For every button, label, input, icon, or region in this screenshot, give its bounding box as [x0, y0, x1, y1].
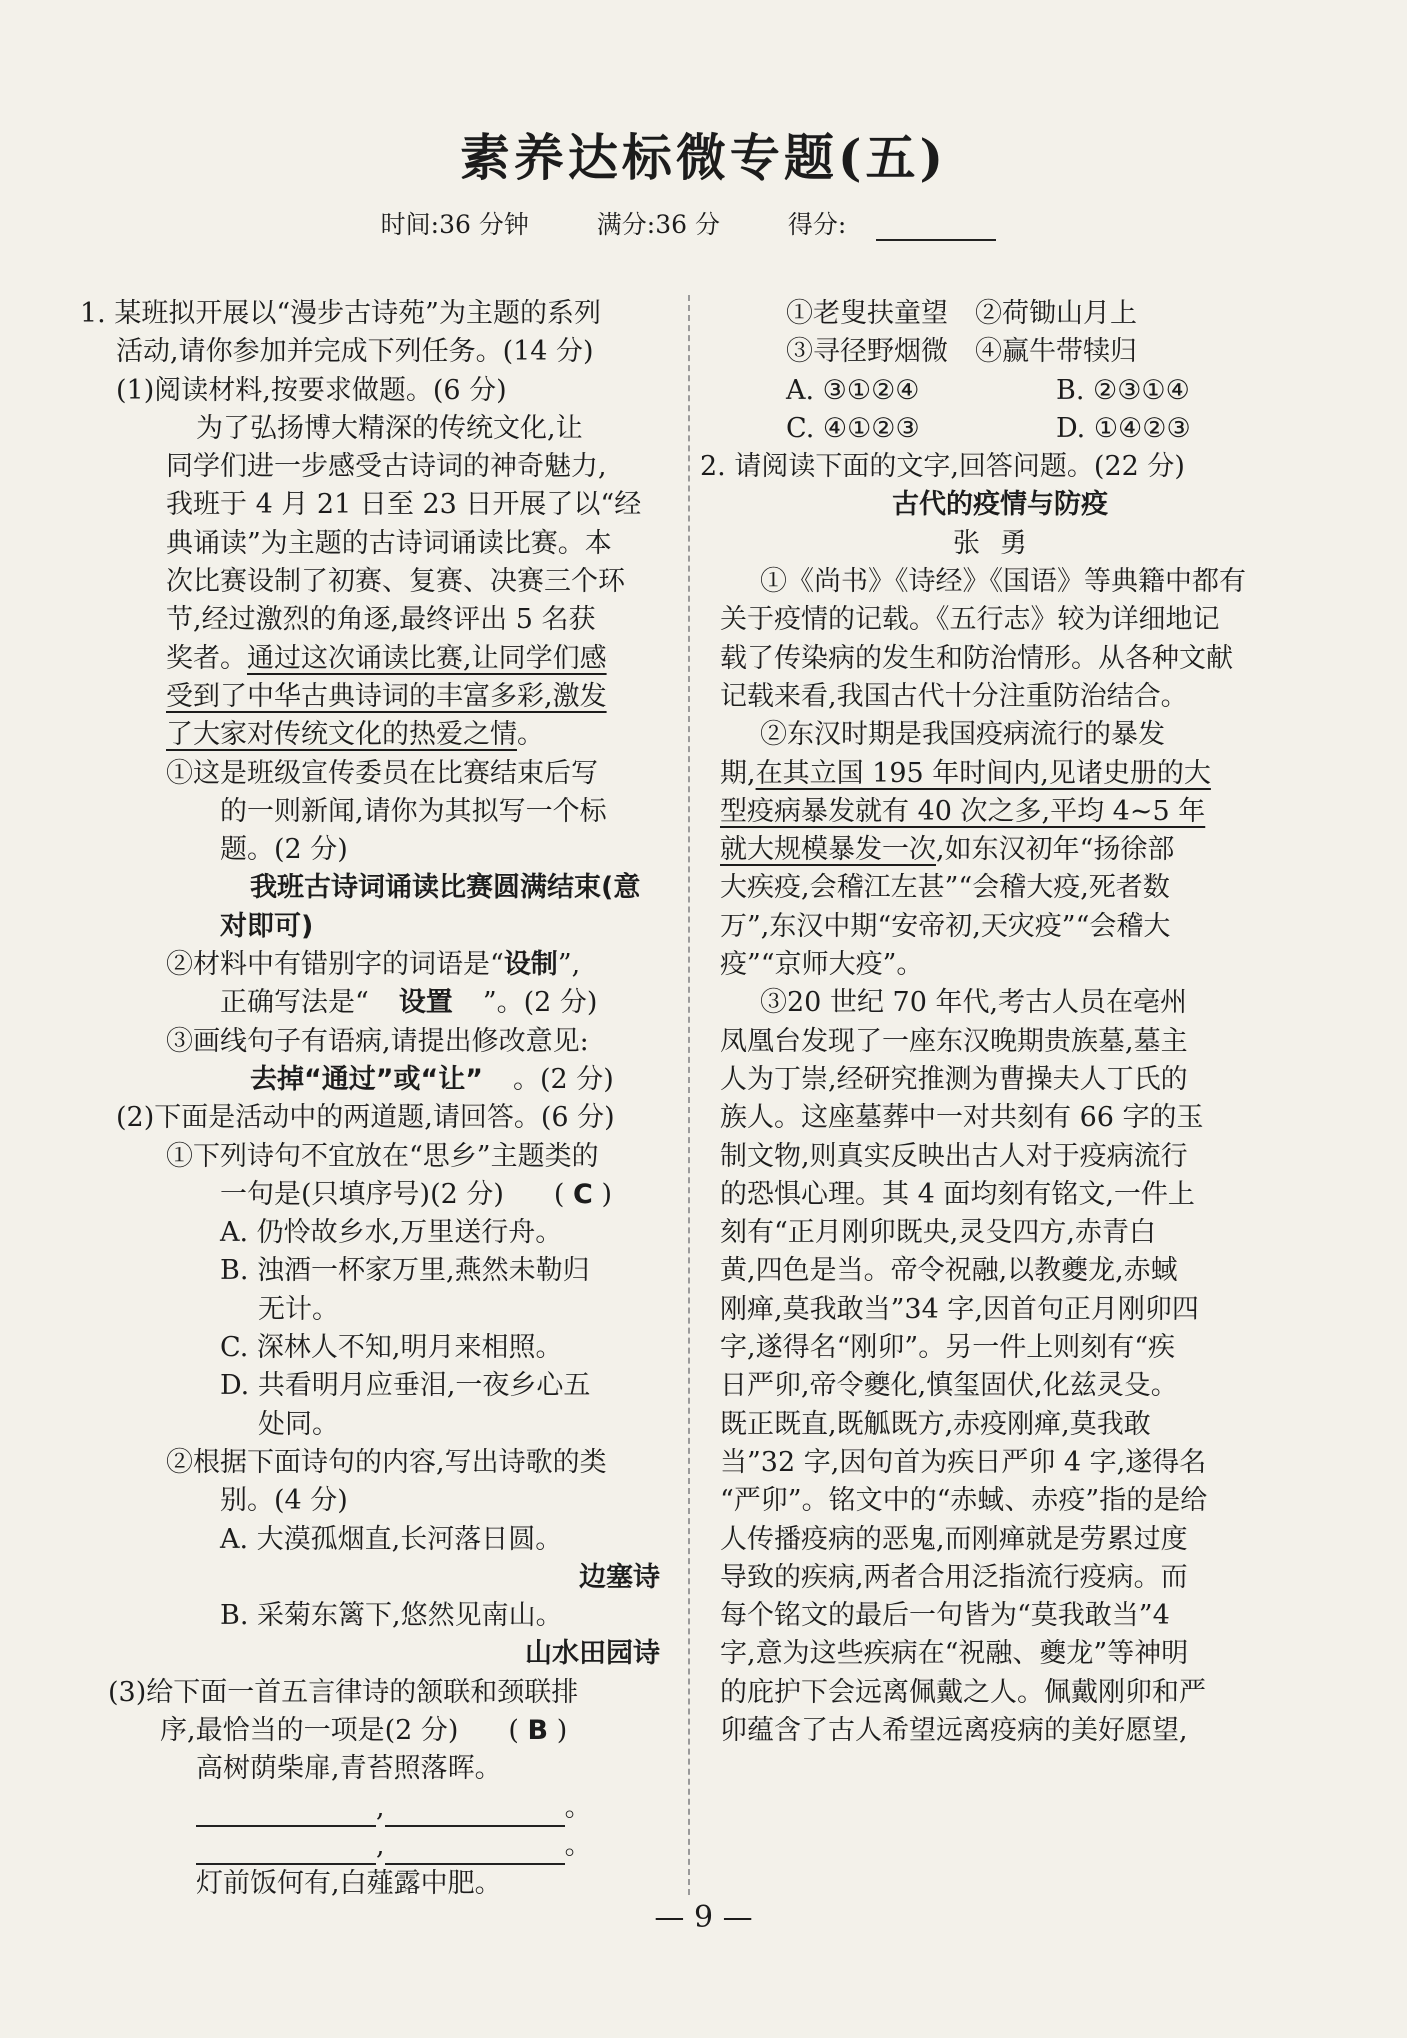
question-2: 2. 请阅读下面的文字,回答问题。(22 分) [700, 451, 1185, 483]
part-2-heading: (2)下面是活动中的两道题,请回答。(6 分) [116, 1102, 615, 1134]
article-paragraph-2 [700, 793, 1300, 831]
article-paragraph-3: 导致的疾病,两者合用泛指流行疫病。而 [720, 1561, 1188, 1593]
choice-d: D. ①④②③ [1056, 412, 1191, 444]
part-3-heading: (3)给下面一首五言律诗的颔联和颈联排 [108, 1676, 579, 1708]
passage-line: 了大家对传统文化的热爱之情。 [166, 719, 544, 751]
subquestion-1: ①这是班级宣传委员在比赛结束后写 [166, 757, 598, 789]
left-column [80, 295, 680, 1903]
article-paragraph-3: 凤凰台发现了一座东汉晚期贵族墓,墓主 [720, 1025, 1188, 1057]
poem-line: B. 采菊东篱下,悠然见南山。 [220, 1600, 563, 1632]
article-paragraph-3: 的庇护下会远离佩戴之人。佩戴刚卯和严 [720, 1676, 1206, 1708]
article-paragraph-3: 的恐惧心理。其 4 面均刻有铭文,一件上 [720, 1178, 1195, 1210]
fill-blank [385, 1797, 565, 1827]
underlined-sentence: 了大家对传统文化的热爱之情 [166, 719, 517, 751]
underlined-sentence: 在其立国 195 年时间内,见诸史册的大 [755, 757, 1211, 789]
subquestion-1: 的一则新闻,请你为其拟写一个标 [220, 795, 607, 827]
subquestion-3: 去掉“通过”或“让” 。(2 分) [80, 1061, 680, 1099]
fill-blank [196, 1835, 376, 1865]
article-paragraph-2: 万”,东汉中期“安帝初,天灾疫”“会稽大 [720, 910, 1171, 942]
passage-line: 典诵读”为主题的古诗词诵读比赛。本 [166, 527, 612, 559]
article-paragraph-1: 载了传染病的发生和防治情形。从各种文献 [720, 642, 1233, 674]
answer-line [80, 908, 680, 946]
option-row: ③寻径野烟微 ④赢牛带犊归 [786, 336, 1137, 368]
option: D. 共看明月应垂泪,一夜乡心五 [220, 1370, 591, 1402]
option: A. 仍怜故乡水,万里送行舟。 [220, 1217, 563, 1249]
answer-text: C [573, 1178, 593, 1210]
choice-row [700, 410, 1300, 448]
question-2-2: 别。(4 分) [220, 1485, 348, 1517]
article-paragraph-3: 日严卯,帝令夔化,慎玺固伏,化兹灵殳。 [720, 1370, 1178, 1402]
article-paragraph-3: 人为丁崇,经研究推测为曹操夫人丁氏的 [720, 1063, 1188, 1095]
article-paragraph-3: 人传播疫病的恶鬼,而刚瘅就是劳累过度 [720, 1523, 1188, 1555]
question-2-2: ②根据下面诗句的内容,写出诗歌的类 [166, 1446, 607, 1478]
option: C. 深林人不知,明月来相照。 [220, 1332, 563, 1364]
article-paragraph-3: 卯蕴含了古人希望远离疫病的美好愿望, [720, 1714, 1188, 1746]
article-paragraph-3: 字,意为这些疾病在“祝融、夔龙”等神明 [720, 1638, 1189, 1670]
article-paragraph-3: 刻有“正月刚卯既央,灵殳四方,赤青白 [720, 1217, 1156, 1249]
article-paragraph-2: 就大规模暴发一次,如东汉初年“扬徐部 [720, 834, 1175, 866]
article-paragraph-3: 每个铭文的最后一句皆为“莫我敢当”4 [720, 1600, 1170, 1632]
choice-row [700, 372, 1300, 410]
question-2-1: 一句是(只填序号)(2 分) ( C ) [220, 1178, 612, 1210]
article-paragraph-2: 疫”“京师大疫”。 [720, 949, 924, 981]
passage-line [80, 678, 680, 716]
subquestion-1: 题。(2 分) [220, 834, 348, 866]
question-2-1: ①下列诗句不宜放在“思乡”主题类的 [166, 1140, 599, 1172]
page-number: — 9 — [654, 1900, 753, 1935]
article-paragraph-3: ③20 世纪 70 年代,考古人员在亳州 [760, 987, 1188, 1019]
full-score: 满分:36 分 [596, 210, 720, 239]
answer-line [80, 869, 680, 907]
fill-blank [196, 1797, 376, 1827]
right-column [700, 295, 1300, 1750]
answer-text: 我班古诗词诵读比赛圆满结束(意 [220, 869, 640, 907]
fill-blank [385, 1835, 565, 1865]
article-paragraph-1: 关于疫情的记载。《五行志》较为详细地记 [720, 604, 1220, 636]
article-paragraph-3: 既正既直,既觚既方,赤疫刚瘅,莫我敢 [720, 1408, 1151, 1440]
answer-line [80, 1635, 680, 1673]
passage-line: 次比赛设制了初赛、复赛、决赛三个环 [166, 566, 625, 598]
option: 处同。 [258, 1408, 339, 1440]
choice-a: A. ③①②④ [786, 374, 920, 406]
article-paragraph-1: ①《尚书》《诗经》《国语》等典籍中都有 [760, 566, 1246, 598]
article-paragraph-3: 当”32 字,因句首为疾日严卯 4 字,遂得名 [720, 1446, 1207, 1478]
article-paragraph-3: 黄,四色是当。帝令祝融,以教夔龙,赤蜮 [720, 1255, 1178, 1287]
choice-b: B. ②③①④ [1056, 374, 1190, 406]
answer-text: 边塞诗 [539, 1559, 670, 1597]
page-title: 素养达标微专题(五) [459, 128, 948, 187]
choice-c: C. ④①②③ [786, 412, 920, 444]
passage-line: 同学们进一步感受古诗词的神奇魅力, [166, 451, 607, 483]
article-paragraph-2: ②东汉时期是我国疫病流行的暴发 [760, 719, 1165, 751]
option-row: ①老叟扶童望 ②荷锄山月上 [786, 298, 1137, 329]
poem-blank-line: , 。 [80, 1827, 680, 1865]
article-paragraph-2: 期,在其立国 195 年时间内,见诸史册的大 [720, 757, 1211, 789]
column-divider [688, 295, 690, 1895]
answer-text: 设置 [369, 984, 483, 1022]
question-1-line: 活动,请你参加并完成下列任务。(14 分) [116, 336, 594, 368]
answer-text: 山水田园诗 [505, 1635, 670, 1673]
article-paragraph-3: “严卯”。铭文中的“赤蜮、赤疫”指的是给 [720, 1485, 1208, 1517]
exam-meta [0, 205, 1407, 241]
poem-line: 灯前饭何有,白薤露中肥。 [196, 1868, 502, 1900]
poem-line: 高树荫柴扉,青苔照落晖。 [196, 1753, 502, 1785]
article-paragraph-3: 族人。这座墓葬中一对共刻有 66 字的玉 [720, 1102, 1204, 1134]
subquestion-3: ③画线句子有语病,请提出修改意见: [166, 1025, 589, 1057]
score-blank [876, 217, 996, 241]
subquestion-2: ②材料中有错别字的词语是“设制”, [166, 949, 581, 981]
article-title: 古代的疫情与防疫 [892, 489, 1108, 521]
underlined-sentence: 型疫病暴发就有 40 次之多,平均 4~5 年 [720, 795, 1206, 827]
answer-text: B [527, 1714, 549, 1746]
article-paragraph-3: 制文物,则真实反映出古人对于疫病流行 [720, 1140, 1188, 1172]
answer-text: 去掉“通过”或“让” [220, 1061, 513, 1099]
article-paragraph-2: 大疾疫,会稽江左甚”“会稽大疫,死者数 [720, 872, 1170, 904]
passage-line: 奖者。通过这次诵读比赛,让同学们感 [166, 642, 607, 674]
answer-text: 设制 [503, 949, 558, 981]
part-1-heading: (1)阅读材料,按要求做题。(6 分) [116, 374, 507, 406]
article-paragraph-1: 记载来看,我国古代十分注重防治结合。 [720, 680, 1188, 712]
poem-line: A. 大漠孤烟直,长河落日圆。 [220, 1523, 563, 1555]
article-paragraph-3: 刚瘅,莫我敢当”34 字,因首句正月刚卯四 [720, 1293, 1199, 1325]
passage-line: 节,经过激烈的角逐,最终评出 5 名获 [166, 604, 596, 636]
underlined-sentence: 受到了中华古典诗词的丰富多彩,激发 [166, 680, 607, 712]
underlined-sentence: 通过这次诵读比赛,让同学们感 [247, 642, 607, 674]
answer-text: 对即可) [220, 908, 503, 946]
question-1-line: 1. 某班拟开展以“漫步古诗苑”为主题的系列 [80, 298, 601, 329]
underlined-sentence: 就大规模暴发一次 [720, 834, 936, 866]
article-author: 张勇 [953, 527, 1047, 559]
score-field: 得分: [788, 210, 1026, 239]
subquestion-2: 正确写法是“ 设置 ”。(2 分) [80, 984, 680, 1022]
article-paragraph-3: 字,遂得名“刚卯”。另一件上则刻有“疾 [720, 1332, 1175, 1364]
option: B. 浊酒一杯家万里,燕然未勒归 [220, 1255, 590, 1287]
option: 无计。 [258, 1293, 339, 1325]
part-3-heading: 序,最恰当的一项是(2 分) ( B ) [160, 1714, 568, 1746]
time-limit: 时间:36 分钟 [380, 210, 529, 239]
poem-blank-line: , 。 [80, 1789, 680, 1827]
answer-line [80, 1559, 680, 1597]
passage-line: 为了弘扬博大精深的传统文化,让 [196, 412, 583, 444]
passage-line: 我班于 4 月 21 日至 23 日开展了以“经 [166, 489, 642, 521]
